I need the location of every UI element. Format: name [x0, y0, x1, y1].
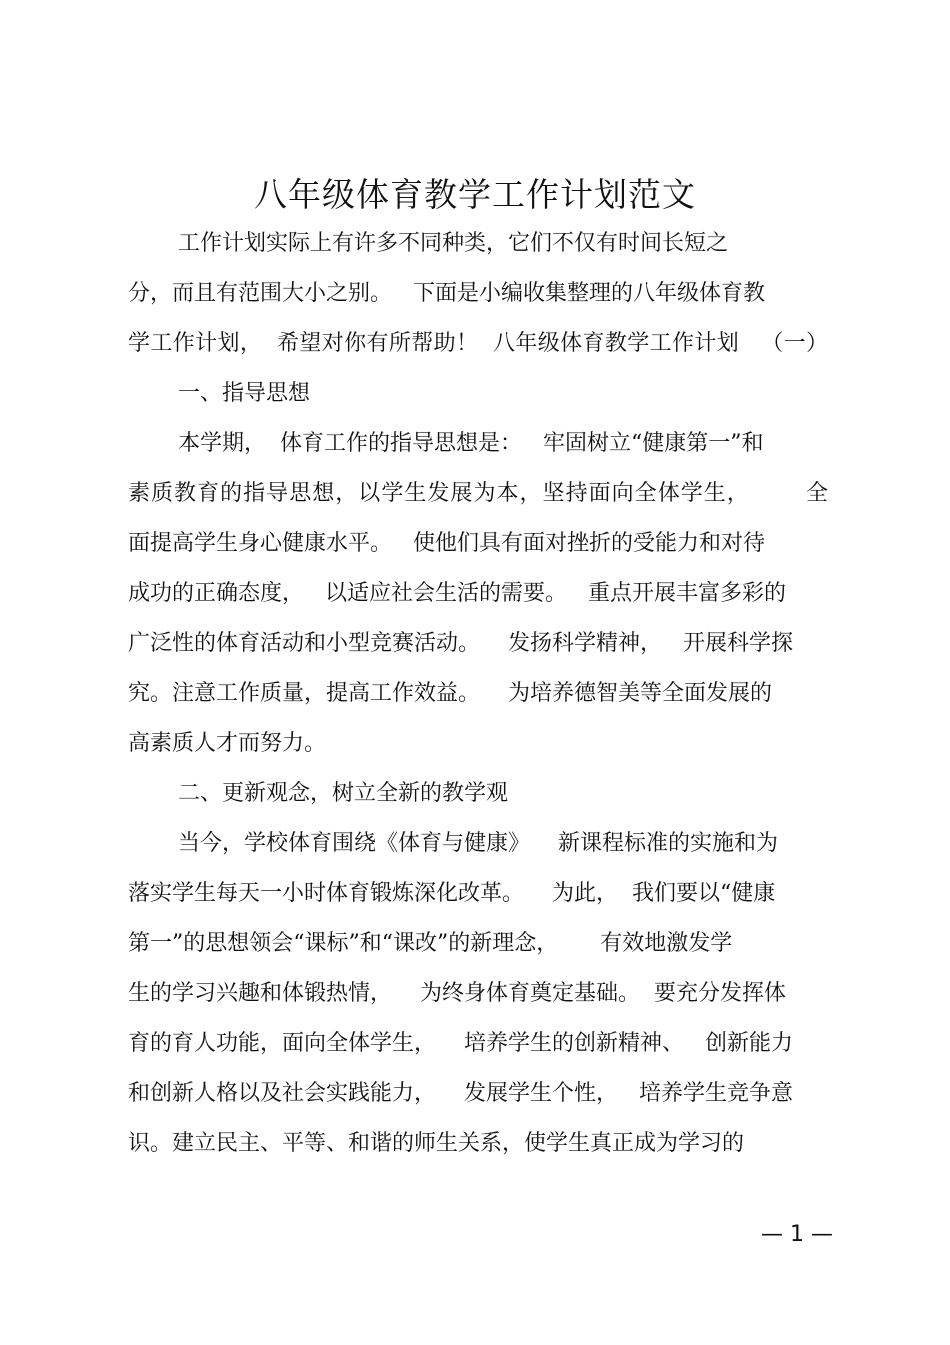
- paragraph-line: 本学期， 体育工作的指导思想是： 牢固树立“健康第一”和: [178, 431, 764, 456]
- paragraph-line: 成功的正确态度， 以适应社会生活的需要。 重点开展丰富多彩的: [128, 581, 786, 606]
- paragraph-line: 育的育人功能，面向全体学生， 培养学生的创新精神、 创新能力: [128, 1031, 793, 1056]
- paragraph-line: 面提高学生身心健康水平。 使他们具有面对挫折的受能力和对待: [128, 531, 765, 556]
- section-heading: 一、指导思想: [178, 381, 311, 406]
- document-title: 八年级体育教学工作计划范文: [254, 175, 696, 214]
- paragraph-line: 落实学生每天一小时体育锻炼深化改革。 为此， 我们要以“健康: [128, 881, 776, 906]
- paragraph-line: 分，而且有范围大小之别。 下面是小编收集整理的八年级体育教: [128, 281, 765, 306]
- section-heading: 二、更新观念，树立全新的教学观: [178, 781, 509, 806]
- paragraph-line: 和创新人格以及社会实践能力， 发展学生个性， 培养学生竞争意: [128, 1081, 793, 1106]
- paragraph-line: 生的学习兴趣和体锻热情， 为终身体育奠定基础。 要充分发挥体: [128, 981, 786, 1006]
- paragraph-line: 素质教育的指导思想，以学生发展为本，坚持面向全体学生， 全: [128, 481, 828, 506]
- paragraph-line: 学工作计划， 希望对你有所帮助！ 八年级体育教学工作计划 （一）: [128, 331, 828, 356]
- paragraph-line: 高素质人才而努力。: [128, 731, 327, 756]
- paragraph-line: 当今，学校体育围绕《体育与健康》 新课程标准的实施和为: [178, 831, 778, 856]
- paragraph-line: 广泛性的体育活动和小型竞赛活动。 发扬科学精神， 开展科学探: [128, 631, 793, 656]
- page-number: — 1 —: [761, 1222, 833, 1247]
- paragraph-line: 识。建立民主、平等、和谐的师生关系，使学生真正成为学习的: [128, 1131, 745, 1156]
- paragraph-line: 工作计划实际上有许多不同种类，它们不仅有时间长短之: [178, 231, 729, 256]
- paragraph-line: 究。注意工作质量，提高工作效益。 为培养德智美等全面发展的: [128, 681, 772, 706]
- paragraph-line: 第一”的思想领会“课标”和“课改”的新理念， 有效地激发学: [128, 931, 733, 956]
